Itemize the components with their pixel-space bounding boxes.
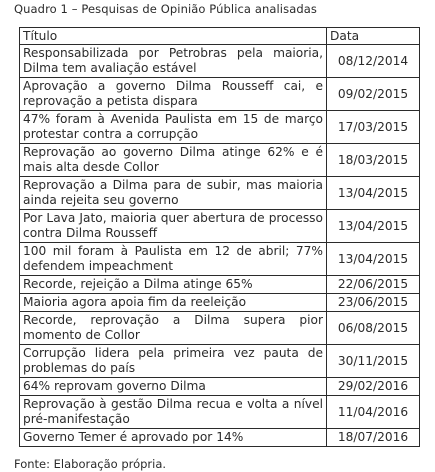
- table-row: [20, 345, 420, 378]
- row-title: Governo Temer é aprovado por 14%: [20, 429, 327, 447]
- row-date: 09/02/2015: [327, 78, 420, 111]
- table-row: [20, 312, 420, 345]
- row-title: 47% foram à Avenida Paulista em 15 de março protestar contra a corrupção: [20, 111, 327, 144]
- row-title: Responsabilizada por Petrobras pela maioria, Dilma tem avaliação estável: [20, 45, 327, 78]
- table-row: [20, 378, 420, 396]
- row-title: 64% reprovam governo Dilma: [20, 378, 327, 396]
- row-title: Aprovação a governo Dilma Rousseff cai, e reprovação a petista dispara: [20, 78, 327, 111]
- row-title: Reprovação à gestão Dilma recua e volta a nível pré-manifestação: [20, 396, 327, 429]
- table-row: [20, 243, 420, 276]
- table-row: [20, 111, 420, 144]
- header-date: Data: [327, 28, 420, 45]
- row-date: 08/12/2014: [327, 45, 420, 78]
- row-date: 29/02/2016: [327, 378, 420, 396]
- row-date: 22/06/2015: [327, 276, 420, 294]
- survey-table: [19, 27, 420, 447]
- row-date: 18/07/2016: [327, 429, 420, 447]
- row-date: 18/03/2015: [327, 144, 420, 177]
- table-caption: Quadro 1 – Pesquisas de Opinião Pública analisadas: [14, 2, 317, 16]
- table-row: [20, 429, 420, 447]
- row-title: Recorde, rejeição a Dilma atinge 65%: [20, 276, 327, 294]
- table-row: [20, 210, 420, 243]
- row-title: Recorde, reprovação a Dilma supera pior momento de Collor: [20, 312, 327, 345]
- table-row: [20, 78, 420, 111]
- row-date: 30/11/2015: [327, 345, 420, 378]
- table-row: [20, 396, 420, 429]
- table-row: [20, 177, 420, 210]
- row-date: 06/08/2015: [327, 312, 420, 345]
- table-row: [20, 144, 420, 177]
- row-date: 23/06/2015: [327, 294, 420, 312]
- row-title: Reprovação a Dilma para de subir, mas maioria ainda rejeita seu governo: [20, 177, 327, 210]
- row-title: Corrupção lidera pela primeira vez pauta de problemas do país: [20, 345, 327, 378]
- row-title: Reprovação ao governo Dilma atinge 62% e é mais alta desde Collor: [20, 144, 327, 177]
- row-date: 13/04/2015: [327, 210, 420, 243]
- table-row: [20, 276, 420, 294]
- table-body: [20, 45, 420, 447]
- row-title: Maioria agora apoia fim da reeleição: [20, 294, 327, 312]
- row-date: 13/04/2015: [327, 243, 420, 276]
- table-row: [20, 45, 420, 78]
- source-note: Fonte: Elaboração própria.: [14, 457, 167, 471]
- row-date: 17/03/2015: [327, 111, 420, 144]
- table-row: [20, 294, 420, 312]
- table-header-row: [20, 28, 420, 45]
- row-title: Por Lava Jato, maioria quer abertura de processo contra Dilma Rousseff: [20, 210, 327, 243]
- row-date: 13/04/2015: [327, 177, 420, 210]
- row-date: 11/04/2016: [327, 396, 420, 429]
- header-title: Título: [20, 28, 327, 45]
- row-title: 100 mil foram à Paulista em 12 de abril; 77% defendem impeachment: [20, 243, 327, 276]
